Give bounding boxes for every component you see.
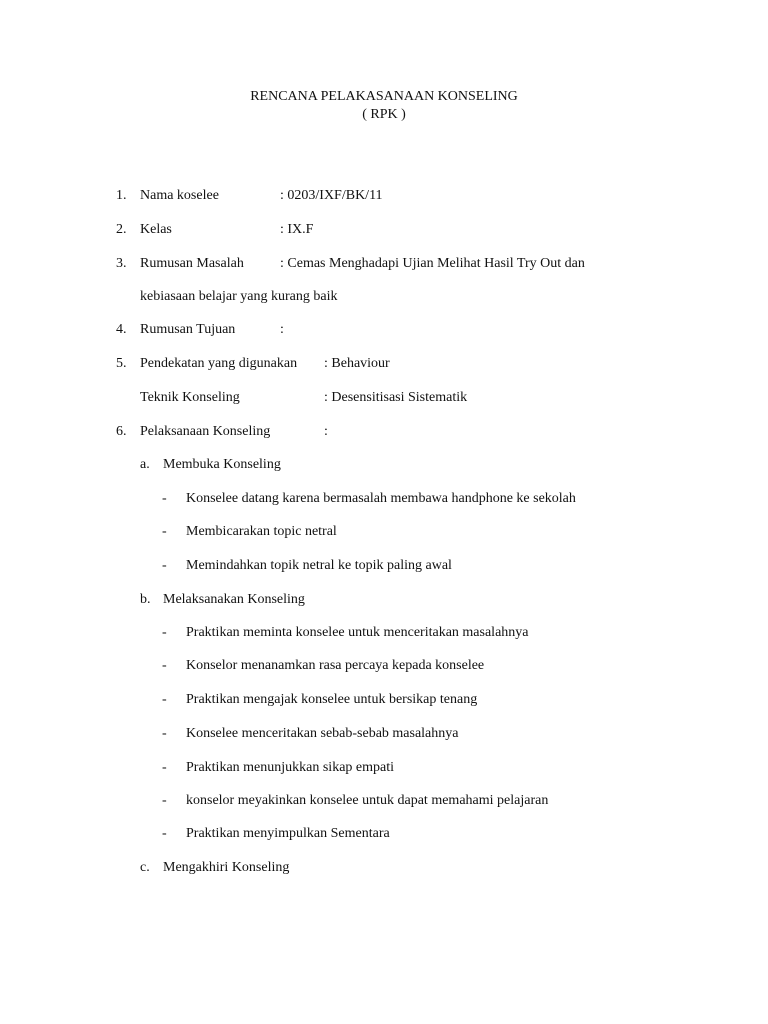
bullet-dash: - <box>162 625 167 640</box>
item-value: : Behaviour <box>324 356 390 371</box>
bullet-text: Membicarakan topic netral <box>186 524 337 539</box>
document-title: RENCANA PELAKASANAAN KONSELING <box>250 89 518 104</box>
bullet-text: Praktikan menunjukkan sikap empati <box>186 760 395 775</box>
bullet-dash: - <box>162 558 167 573</box>
item-continuation: kebiasaan belajar yang kurang baik <box>140 289 338 304</box>
item-value: : IX.F <box>280 222 314 237</box>
item-value: : 0203/IXF/BK/11 <box>280 188 383 203</box>
item-sub-label: Teknik Konseling <box>140 390 240 405</box>
bullet-dash: - <box>162 658 167 673</box>
item-label: Pendekatan yang digunakan <box>140 356 298 371</box>
item-label: Rumusan Masalah <box>140 256 244 271</box>
bullet-dash: - <box>162 692 167 707</box>
item-number: 6. <box>116 424 127 439</box>
bullet-text: Konselor menanamkan rasa percaya kepada konselee <box>186 658 485 673</box>
item-label: Rumusan Tujuan <box>140 322 236 337</box>
bullet-dash: - <box>162 826 167 841</box>
item-number: 3. <box>116 256 127 271</box>
bullet-dash: - <box>162 524 167 539</box>
item-sub-value: : Desensitisasi Sistematik <box>324 390 468 405</box>
bullet-text: Konselee datang karena bermasalah membawa handphone ke sekolah <box>186 491 576 506</box>
bullet-dash: - <box>162 760 167 775</box>
bullet-dash: - <box>162 793 167 808</box>
item-label: Kelas <box>140 222 172 237</box>
bullet-text: Konselee menceritakan sebab-sebab masalahnya <box>186 726 459 741</box>
item-label: Pelaksanaan Konseling <box>140 424 271 439</box>
bullet-text: Praktikan menyimpulkan Sementara <box>186 826 390 841</box>
item-number: 1. <box>116 188 127 203</box>
bullet-dash: - <box>162 491 167 506</box>
item-number: 5. <box>116 356 127 371</box>
item-label: Nama koselee <box>140 188 219 203</box>
section-letter: b. <box>140 592 151 607</box>
item-number: 4. <box>116 322 127 337</box>
bullet-text: Memindahkan topik netral ke topik paling awal <box>186 558 452 573</box>
section-title: Mengakhiri Konseling <box>163 860 290 875</box>
item-value: : <box>324 424 328 439</box>
section-letter: a. <box>140 457 150 472</box>
item-value: : Cemas Menghadapi Ujian Melihat Hasil Try Out dan <box>280 256 585 271</box>
section-title: Melaksanakan Konseling <box>163 592 305 607</box>
bullet-text: konselor meyakinkan konselee untuk dapat memahami pelajaran <box>186 793 549 808</box>
document-subtitle: ( RPK ) <box>362 107 406 122</box>
item-number: 2. <box>116 222 127 237</box>
section-title: Membuka Konseling <box>163 457 281 472</box>
section-letter: c. <box>140 860 150 875</box>
bullet-dash: - <box>162 726 167 741</box>
bullet-text: Praktikan meminta konselee untuk menceritakan masalahnya <box>186 625 529 640</box>
item-value: : <box>280 322 284 337</box>
bullet-text: Praktikan mengajak konselee untuk bersikap tenang <box>186 692 478 707</box>
